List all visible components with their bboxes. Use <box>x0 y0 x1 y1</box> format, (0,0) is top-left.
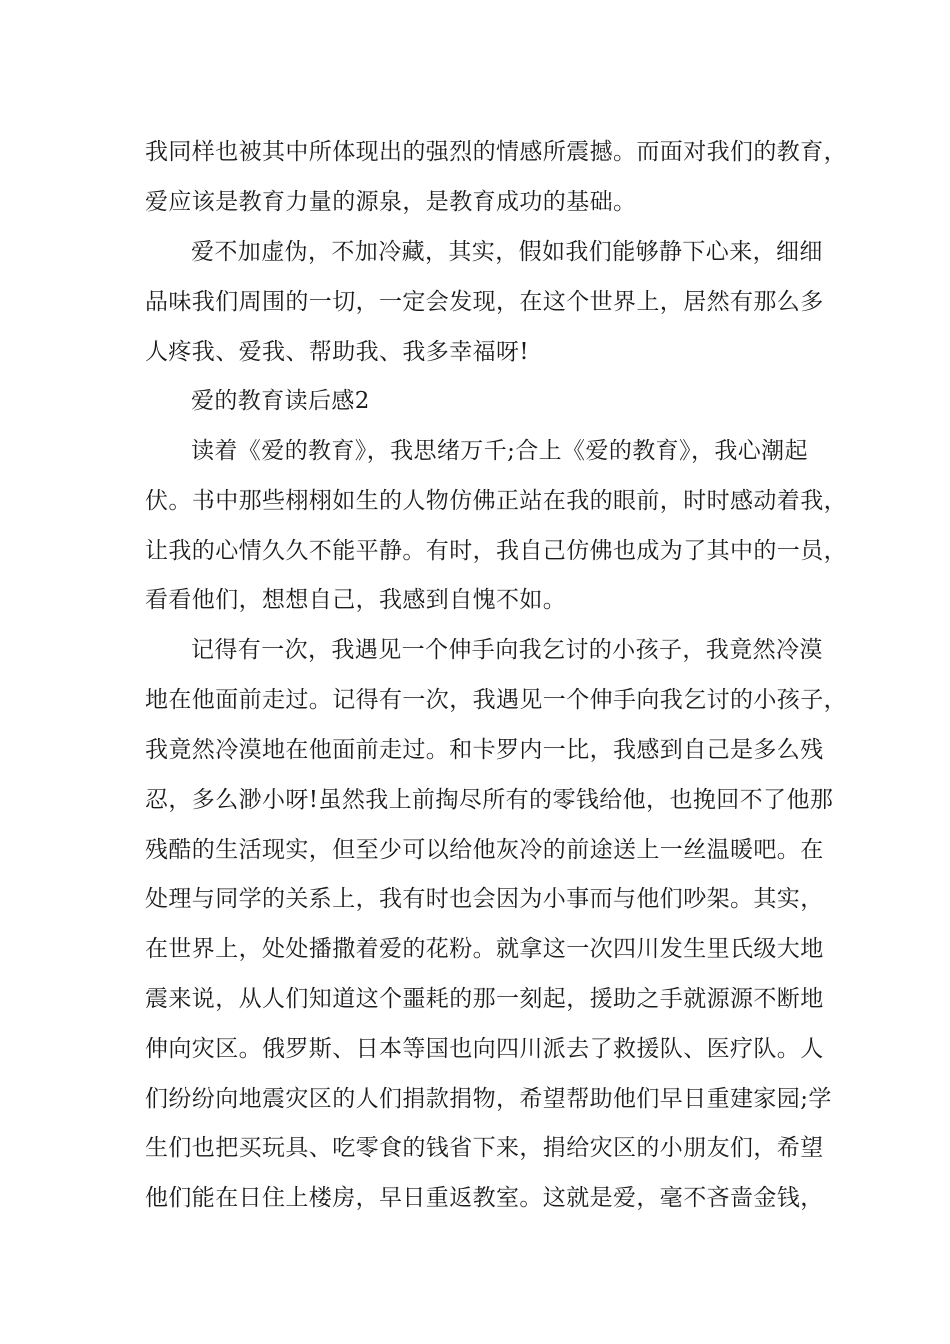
text-line: 我竟然冷漠地在他面前走过。和卡罗内一比，我感到自己是多么残 <box>145 737 824 763</box>
text-line: 品味我们周围的一切，一定会发现，在这个世界上，居然有那么多 <box>145 289 824 315</box>
text-line: 爱应该是教育力量的源泉，是教育成功的基础。 <box>145 189 637 215</box>
text-line: 他们能在日住上楼房，早日重返教室。这就是爱，毫不吝啬金钱， <box>145 1185 824 1211</box>
text-line: 们纷纷向地震灾区的人们捐款捐物，希望帮助他们早日重建家园;学 <box>145 1086 832 1112</box>
text-line: 震来说，从人们知道这个噩耗的那一刻起，援助之手就源源不断地 <box>145 986 824 1012</box>
text-line: 人疼我、爱我、帮助我、我多幸福呀! <box>145 339 530 365</box>
text-line: 我同样也被其中所体现出的强烈的情感所震撼。而面对我们的教育， <box>145 139 847 165</box>
paragraph-start-line: 爱不加虚伪，不加冷藏，其实，假如我们能够静下心来，细细 <box>191 239 823 265</box>
section-heading: 爱的教育读后感2 <box>191 388 370 414</box>
text-line: 生们也把买玩具、吃零食的钱省下来，捐给灾区的小朋友们，希望 <box>145 1135 824 1161</box>
paragraph-start-line: 记得有一次，我遇见一个伸手向我乞讨的小孩子，我竟然冷漠 <box>191 637 823 663</box>
paragraph-start-line: 读着《爱的教育》，我思绪万千;合上《爱的教育》，我心潮起 <box>191 438 808 464</box>
text-line: 处理与同学的关系上，我有时也会因为小事而与他们吵架。其实， <box>145 886 824 912</box>
text-line: 看看他们，想想自己，我感到自愧不如。 <box>145 587 567 613</box>
text-line: 伸向灾区。俄罗斯、日本等国也向四川派去了救援队、医疗队。人 <box>145 1036 824 1062</box>
text-line: 地在他面前走过。记得有一次，我遇见一个伸手向我乞讨的小孩子， <box>145 687 847 713</box>
text-line: 让我的心情久久不能平静。有时，我自己仿佛也成为了其中的一员， <box>145 538 847 564</box>
text-line: 在世界上，处处播撒着爱的花粉。就拿这一次四川发生里氏级大地 <box>145 936 824 962</box>
text-line: 残酷的生活现实，但至少可以给他灰冷的前途送上一丝温暖吧。在 <box>145 837 824 863</box>
text-line: 忍，多么渺小呀!虽然我上前掏尽所有的零钱给他，也挽回不了他那 <box>145 787 834 813</box>
text-line: 伏。书中那些栩栩如生的人物仿佛正站在我的眼前，时时感动着我， <box>145 488 847 514</box>
